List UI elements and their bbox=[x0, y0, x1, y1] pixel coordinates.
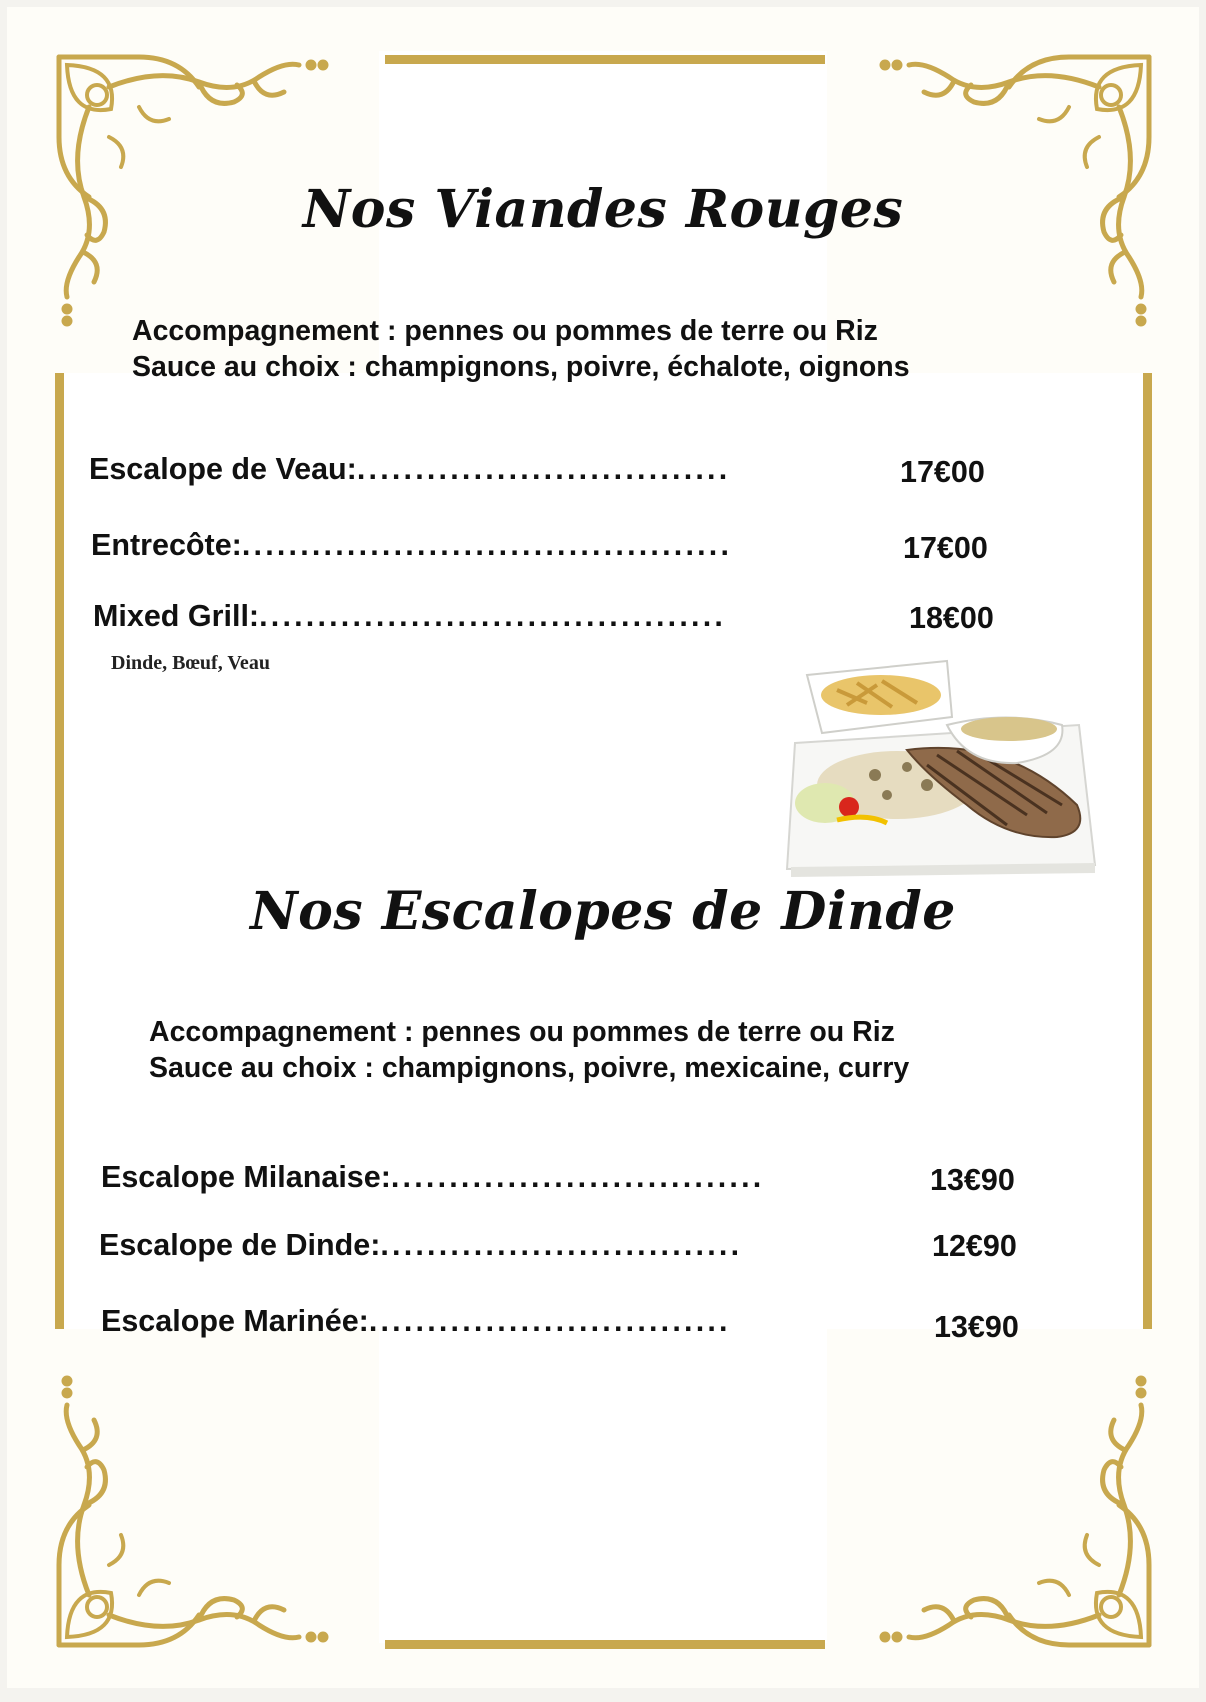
menu-item-mixed-grill bbox=[93, 599, 726, 634]
menu-item-escalope-marinee bbox=[101, 1304, 731, 1339]
item-leader-dots: ........................................ bbox=[259, 599, 727, 633]
item-leader-dots: ................................ bbox=[390, 1160, 765, 1194]
section-title-turkey-escalopes: Nos Escalopes de Dinde bbox=[250, 881, 956, 942]
section-1-sauce: Sauce au choix : champignons, poivre, échalote, oignons bbox=[132, 351, 910, 383]
corner-ornament-bottom-left bbox=[49, 1365, 339, 1655]
item-leader-dots: ............................... bbox=[380, 1228, 743, 1262]
menu-page bbox=[7, 7, 1199, 1688]
item-price: 12€90 bbox=[932, 1229, 1017, 1263]
item-price: 13€90 bbox=[930, 1163, 1015, 1197]
item-name: Escalope de Dinde: bbox=[99, 1228, 381, 1262]
ornament-flourish-icon bbox=[869, 1365, 1159, 1655]
mixed-grill-note: Dinde, Bœuf, Veau bbox=[111, 652, 270, 674]
menu-item-escalope-milanaise bbox=[101, 1160, 764, 1195]
item-price: 13€90 bbox=[934, 1310, 1019, 1344]
corner-ornament-bottom-right bbox=[869, 1365, 1159, 1655]
item-name: Escalope Marinée: bbox=[101, 1304, 369, 1338]
menu-item-escalope-dinde bbox=[99, 1228, 742, 1263]
section-1-accompaniment: Accompagnement : pennes ou pommes de terre ou Riz bbox=[132, 315, 878, 347]
top-gold-bar bbox=[385, 55, 825, 64]
ornament-flourish-icon bbox=[49, 1365, 339, 1655]
menu-item-escalope-veau bbox=[89, 452, 730, 487]
section-2-accompaniment: Accompagnement : pennes ou pommes de terre ou Riz bbox=[149, 1016, 895, 1048]
section-title-red-meats: Nos Viandes Rouges bbox=[302, 179, 904, 240]
section-2-sauce: Sauce au choix : champignons, poivre, mexicaine, curry bbox=[149, 1052, 910, 1084]
item-name: Escalope Milanaise: bbox=[101, 1160, 391, 1194]
item-leader-dots: .......................................... bbox=[241, 528, 733, 562]
left-gold-line bbox=[55, 373, 64, 1329]
right-gold-line bbox=[1143, 373, 1152, 1329]
item-price: 17€00 bbox=[903, 531, 988, 565]
item-leader-dots: ................................ bbox=[356, 452, 731, 486]
item-price: 17€00 bbox=[900, 455, 985, 489]
item-name: Escalope de Veau: bbox=[89, 452, 357, 486]
center-column-panel bbox=[379, 51, 827, 1643]
menu-item-entrecote bbox=[91, 528, 732, 563]
item-name: Entrecôte: bbox=[91, 528, 242, 562]
item-leader-dots: ............................... bbox=[368, 1304, 731, 1338]
item-name: Mixed Grill: bbox=[93, 599, 260, 633]
grilled-steak-plate-image bbox=[777, 655, 1117, 880]
item-price: 18€00 bbox=[909, 601, 994, 635]
bottom-gold-bar bbox=[385, 1640, 825, 1649]
